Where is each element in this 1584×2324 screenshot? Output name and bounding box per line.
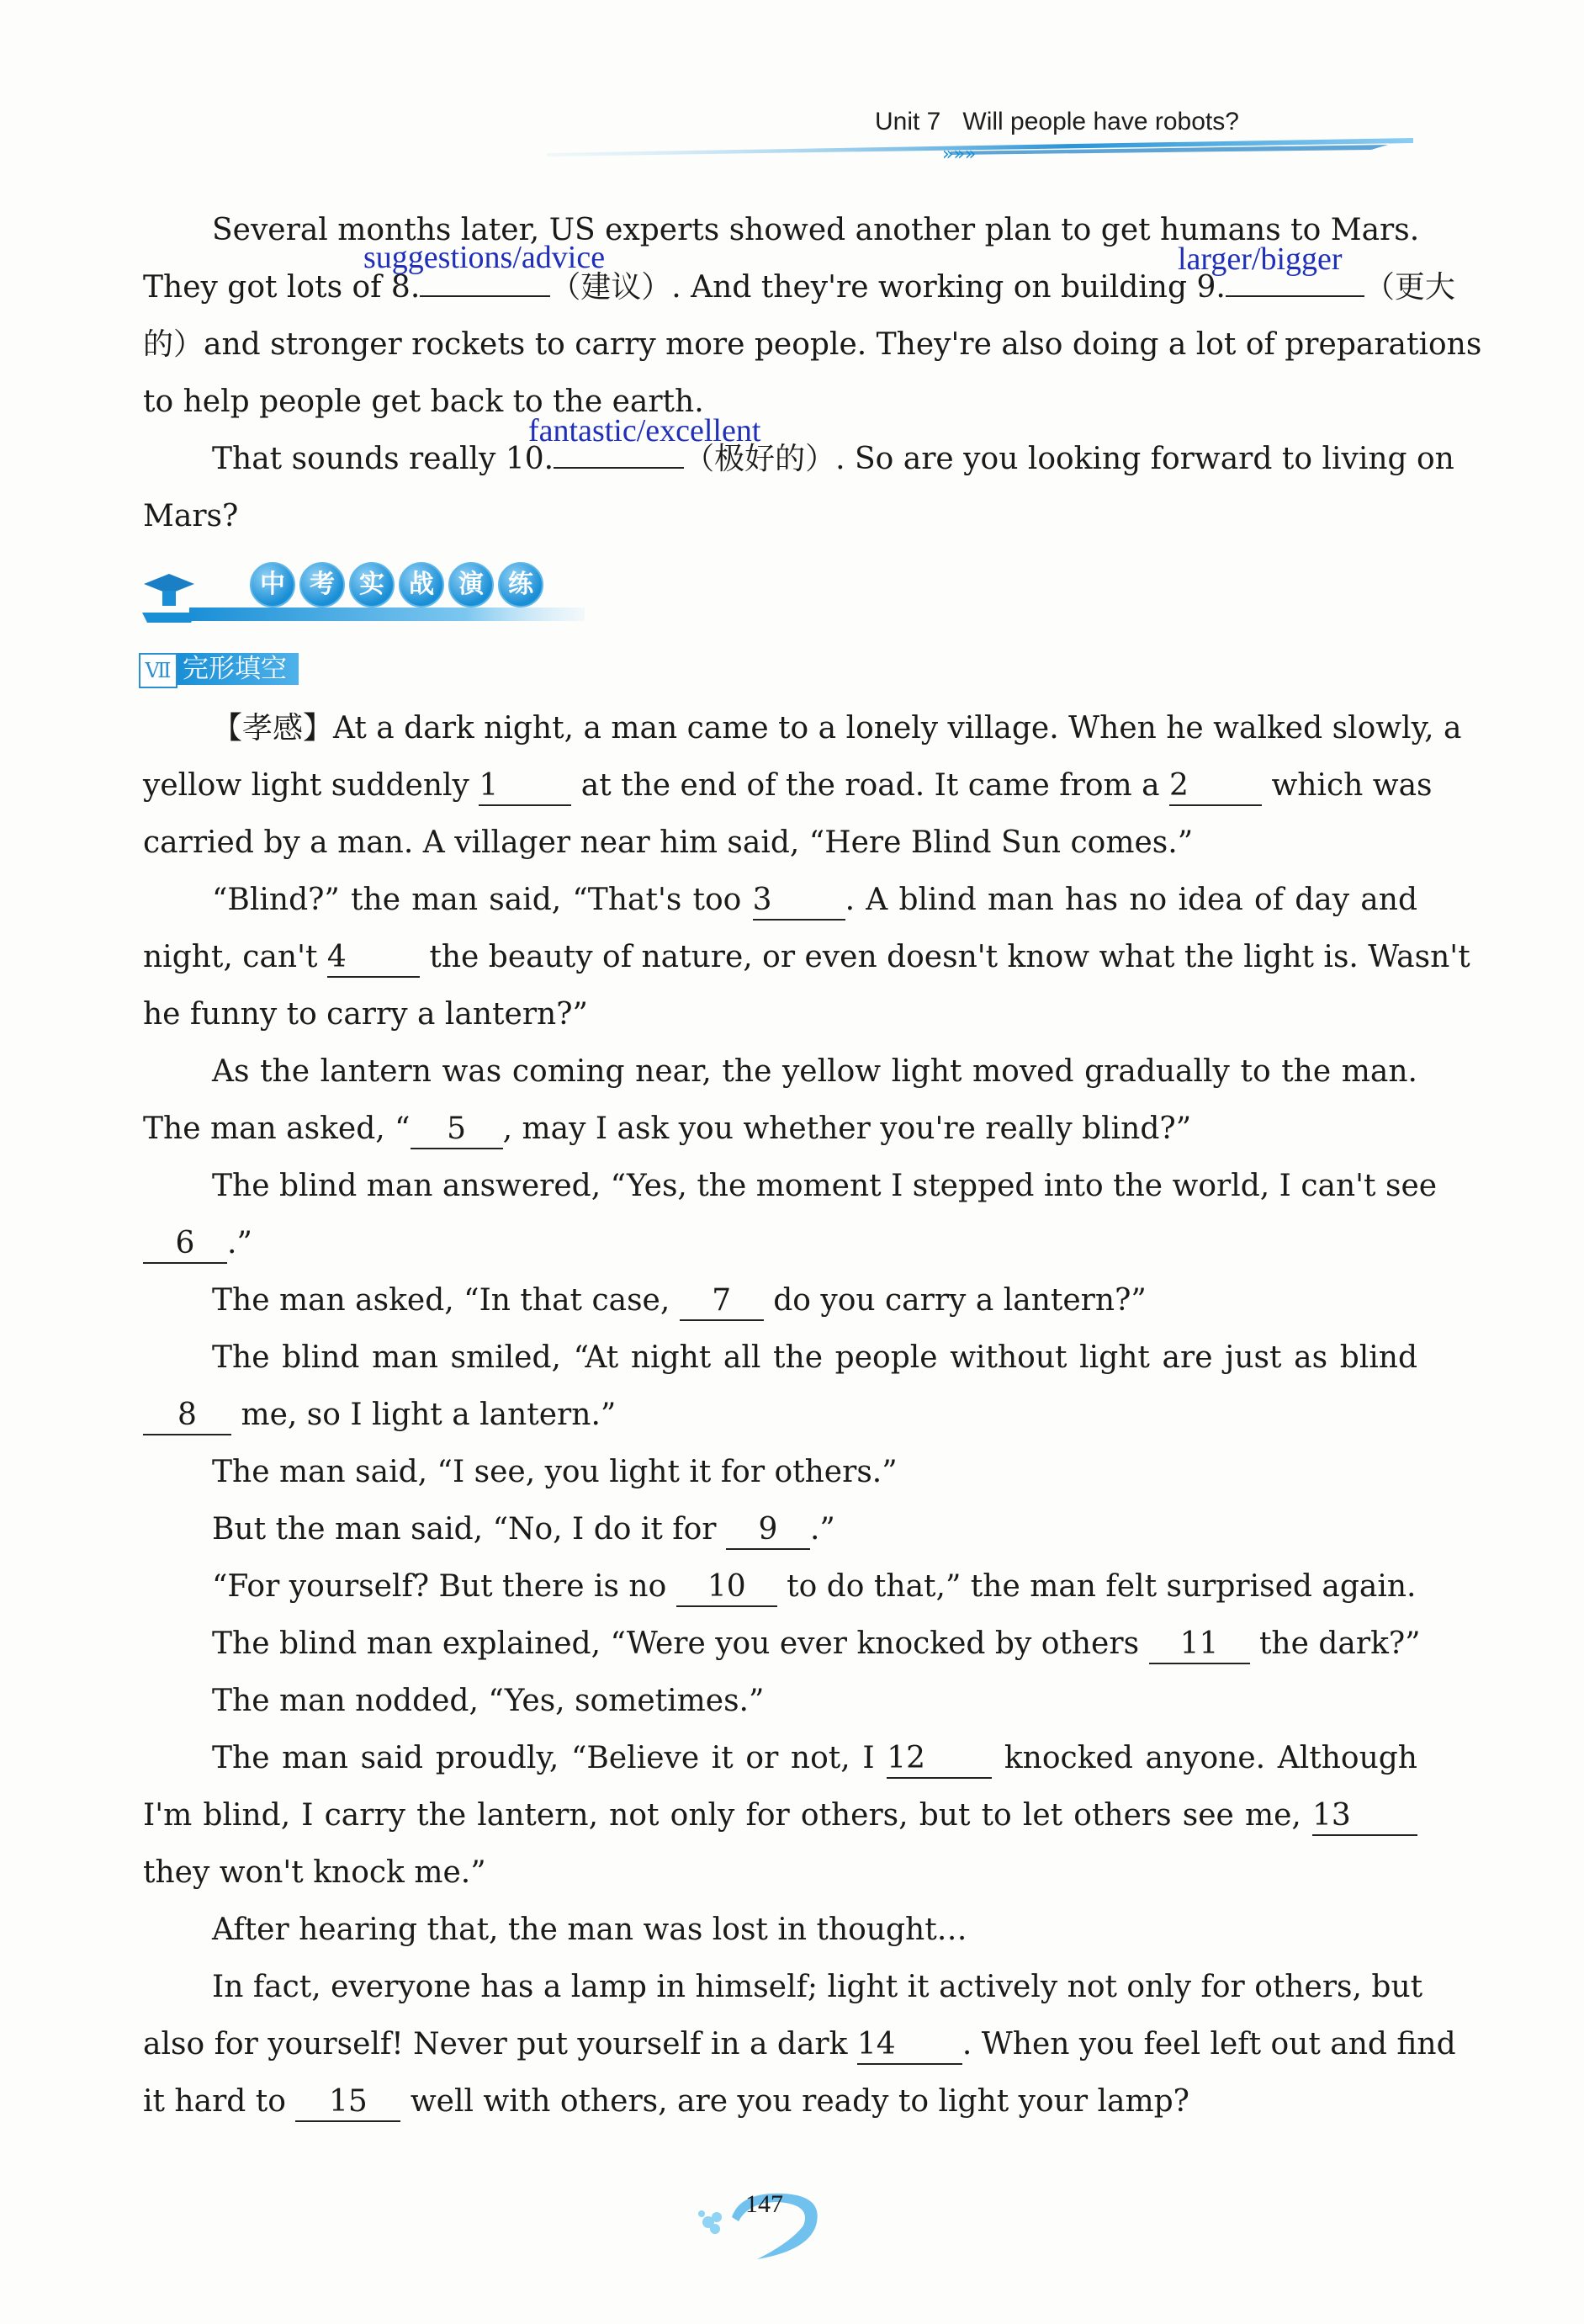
text-run: They got lots of 8. [143, 270, 421, 305]
text-run: I'm blind, I carry the lantern, not only for others, but to let others see me, [143, 1798, 1301, 1833]
chevrons-icon: »»» [942, 144, 977, 165]
cloze-blank[interactable]: 9 [726, 1513, 810, 1550]
answer-9: larger/bigger [1178, 241, 1343, 277]
cloze-blank[interactable]: 12 [887, 1742, 992, 1779]
passage-line: carried by a man. A villager near him said, “Here Blind Sun comes.” [143, 825, 1194, 860]
text-run: （极好的）. So are you looking forward to living on [684, 442, 1454, 476]
running-header [875, 108, 1239, 136]
cloze-blank[interactable]: 5 [411, 1112, 503, 1149]
passage-line [143, 1272, 1417, 1329]
text-run: “For yourself? But there is no [212, 1569, 667, 1604]
passage-line: The man said, “I see, you light it for others.” [212, 1455, 898, 1489]
cloze-blank[interactable]: 6 [143, 1227, 227, 1264]
passage-line: The blind man smiled, “At night all the people without light are just as blind [212, 1340, 1417, 1375]
cloze-blank[interactable]: 1 [479, 769, 571, 806]
text-run: But the man said, “No, I do it for [212, 1512, 717, 1547]
text-run: （建议）. And they're working on building 9. [550, 270, 1226, 305]
section-heading [139, 653, 299, 687]
cloze-blank[interactable]: 15 [295, 2085, 400, 2122]
text-run: The man asked, “ [143, 1112, 411, 1146]
passage-line: to help people get back to the earth. [143, 385, 704, 419]
cloze-blank[interactable]: 13 [1312, 1799, 1417, 1836]
passage-line: Mars? [143, 499, 239, 533]
text-run: The blind man explained, “Were you ever knocked by others [212, 1626, 1140, 1661]
passage-line [143, 1215, 1417, 1272]
cloze-blank[interactable]: 10 [676, 1570, 777, 1607]
text-run: yellow light suddenly [143, 768, 469, 803]
passage-line: The man nodded, “Yes, sometimes.” [212, 1684, 765, 1718]
text-run: it hard to [143, 2084, 286, 2119]
passage-line: As the lantern was coming near, the yellow light moved gradually to the man. [212, 1054, 1417, 1089]
banner-char: 实 [349, 562, 395, 608]
banner-char: 战 [399, 562, 444, 608]
passage-line [143, 872, 1417, 929]
unit-title: Will people have robots? [962, 108, 1239, 135]
passage-line: they won't knock me.” [143, 1855, 486, 1890]
text-run: well with others, are you ready to light your lamp? [410, 2084, 1189, 2119]
passage-line [143, 1387, 1417, 1444]
page-number: 147 [745, 2190, 783, 2218]
text-run: at the end of the road. It came from a [580, 768, 1160, 803]
passage-line: After hearing that, the man was lost in thought… [212, 1913, 967, 1947]
header-decoration-bar [547, 133, 1413, 167]
text-run: .” [809, 1512, 835, 1547]
page-number-badge [690, 2183, 858, 2268]
passage-line [143, 1558, 1417, 1616]
banner-char: 演 [448, 562, 494, 608]
cloze-blank[interactable]: 2 [1169, 769, 1262, 806]
cloze-blank[interactable]: 4 [327, 941, 420, 978]
section-title: 完形填空 [177, 653, 299, 685]
banner-char: 考 [299, 562, 345, 608]
cloze-blank[interactable]: 3 [753, 883, 845, 921]
passage-line [143, 431, 1454, 488]
text-run: The man asked, “In that case, [212, 1283, 670, 1318]
passage-line: 的）and stronger rockets to carry more people. They're also doing a lot of preparations [143, 327, 1482, 362]
cloze-blank[interactable]: 8 [143, 1398, 231, 1435]
answer-8: suggestions/advice [363, 240, 606, 275]
text-run: to do that,” the man felt surprised again. [787, 1569, 1417, 1604]
banner-char: 中 [250, 562, 295, 608]
section-number: Ⅶ [139, 653, 177, 688]
cloze-blank[interactable]: 11 [1149, 1627, 1250, 1664]
passage-line [143, 757, 1433, 814]
flower-icon [698, 2210, 722, 2234]
text-run: the dark?” [1258, 1626, 1421, 1661]
text-run: “Blind?” the man said, “That's too [212, 883, 742, 917]
text-run: do you carry a lantern?” [773, 1283, 1147, 1318]
text-run: also for yourself! Never put yourself in a dark [143, 2027, 848, 2061]
passage-line [143, 1730, 1417, 1787]
text-run: , may I ask you whether you're really blind?” [502, 1112, 1192, 1146]
passage-line: The blind man answered, “Yes, the moment I stepped into the world, I can't see [212, 1169, 1438, 1203]
passage-line [143, 929, 1470, 986]
passage-line [143, 1616, 1421, 1673]
text-run: （更大 [1364, 270, 1455, 305]
text-run: That sounds really 10. [212, 442, 554, 476]
passage-line: In fact, everyone has a lamp in himself; light it actively not only for others, but [212, 1970, 1423, 2004]
text-run: knocked anyone. Although [1004, 1741, 1417, 1775]
text-run: night, can't [143, 940, 318, 974]
passage-line: Several months later, US experts showed another plan to get humans to Mars. [212, 213, 1420, 247]
text-run: . When you feel left out and find [962, 2027, 1456, 2061]
text-run: The man said proudly, “Believe it or not, I [212, 1741, 875, 1775]
cloze-blank[interactable]: 14 [857, 2028, 962, 2065]
text-run: . A blind man has no idea of day and [845, 883, 1417, 917]
text-run: .” [227, 1226, 252, 1260]
passage-line [143, 1787, 1417, 1844]
passage-line [143, 1101, 1417, 1158]
passage-line: he funny to carry a lantern?” [143, 997, 588, 1032]
graduation-cap-icon [142, 574, 196, 623]
unit-label: Unit 7 [875, 108, 941, 135]
text-run: the beauty of nature, or even doesn't know what the light is. Wasn't [429, 940, 1470, 974]
text-run: me, so I light a lantern.” [241, 1398, 617, 1432]
passage-line: 【孝感】At a dark night, a man came to a lonely village. When he walked slowly, a [212, 711, 1462, 745]
cloze-blank[interactable]: 7 [680, 1284, 764, 1321]
text-run: which was [1271, 768, 1433, 803]
passage-line [143, 2073, 1417, 2130]
passage-line [143, 2016, 1456, 2073]
answer-10: fantastic/excellent [528, 413, 761, 448]
banner-char: 练 [498, 562, 543, 608]
passage-line [143, 1501, 1417, 1558]
